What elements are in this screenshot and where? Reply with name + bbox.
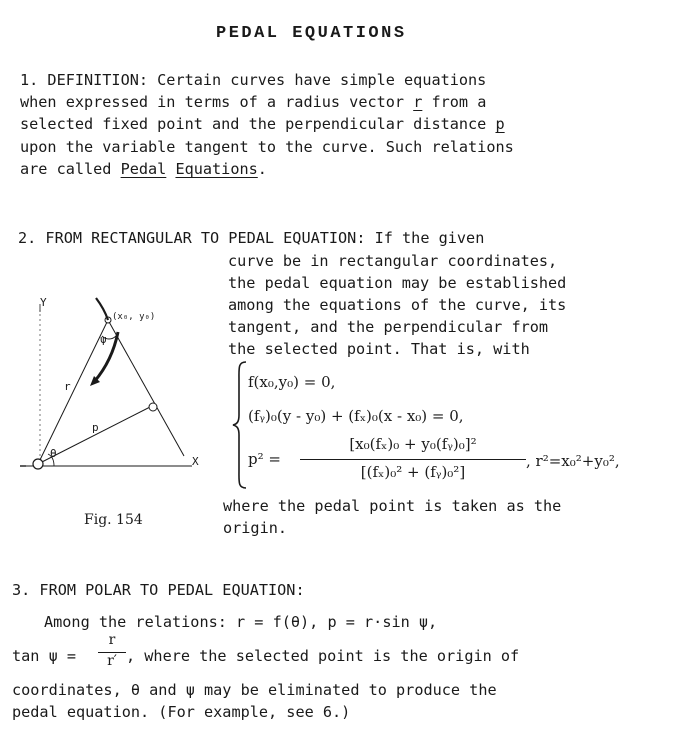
polar-line-4: pedal equation. (For example, see 6.) (12, 703, 351, 721)
page-title: PEDAL EQUATIONS (216, 24, 407, 43)
definition-line-4: upon the variable tangent to the curve. Such relations (20, 138, 514, 156)
equation-radius: , r²=x₀²+y₀², (526, 452, 620, 470)
polar-line-2: , where the selected point is the origin of (126, 647, 520, 665)
fraction-numerator: r (108, 632, 116, 648)
fraction-denominator: r′ (107, 653, 117, 669)
definition-heading: 1. DEFINITION: (20, 71, 149, 89)
rectangular-line-6: the selected point. That is, with (228, 340, 530, 358)
equation-curve: f(x₀,y₀) = 0, (248, 373, 336, 391)
point-label: (x₀, y₀) (112, 312, 156, 322)
theta-label: θ (50, 447, 57, 460)
polar-line-1: Among the relations: r = f(θ), p = r·sin ψ, (44, 613, 438, 631)
equation-pedal-lhs: p² = (248, 450, 281, 468)
psi-label: ψ (100, 333, 107, 346)
rectangular-line-1: 2. FROM RECTANGULAR TO PEDAL EQUATION: If the given (18, 229, 485, 247)
y-axis-label: Y (40, 296, 47, 309)
definition-line-3: selected fixed point and the perpendicular distance p (20, 115, 505, 133)
rectangular-line-2: curve be in rectangular coordinates, (228, 252, 558, 270)
equation-pedal-denominator: [(fₓ)₀² + (fᵧ)₀²] (360, 463, 466, 481)
rectangular-line-4: among the equations of the curve, its (228, 296, 567, 314)
definition-line-1: 1. DEFINITION: Certain curves have simple equations (20, 71, 487, 89)
polar-heading: 3. FROM POLAR TO PEDAL EQUATION: (12, 581, 305, 599)
radius-vector-symbol: r (413, 93, 423, 111)
rectangular-line-5: tangent, and the perpendicular from (228, 318, 549, 336)
equation-brace (232, 360, 248, 490)
figure-caption: Fig. 154 (84, 512, 143, 528)
rectangular-line-3: the pedal equation may be established (228, 274, 567, 292)
tan-psi-label: tan ψ = (12, 647, 77, 665)
term-pedal: Pedal (120, 160, 167, 178)
radius-label: r (64, 380, 71, 393)
polar-line-3: coordinates, θ and ψ may be eliminated to produce the (12, 681, 497, 699)
equation-tangent: (fᵧ)₀(y - y₀) + (fₓ)₀(x - x₀) = 0, (248, 407, 464, 425)
perpendicular-distance-symbol: p (495, 115, 505, 133)
rectangular-heading: 2. FROM RECTANGULAR TO PEDAL EQUATION: (18, 229, 366, 247)
fraction-bar (300, 459, 526, 460)
definition-line-5: are called Pedal Equations. (20, 160, 267, 178)
term-equations: Equations (175, 160, 258, 178)
x-axis-label: X (192, 455, 199, 468)
definition-line-2: when expressed in terms of a radius vector r from a (20, 93, 487, 111)
perpendicular-label: p (92, 421, 99, 434)
rectangular-after-2: origin. (223, 519, 288, 537)
rectangular-after-1: where the pedal point is taken as the (223, 497, 562, 515)
equation-pedal-numerator: [x₀(fₓ)₀ + y₀(fᵧ)₀]² (349, 435, 477, 453)
